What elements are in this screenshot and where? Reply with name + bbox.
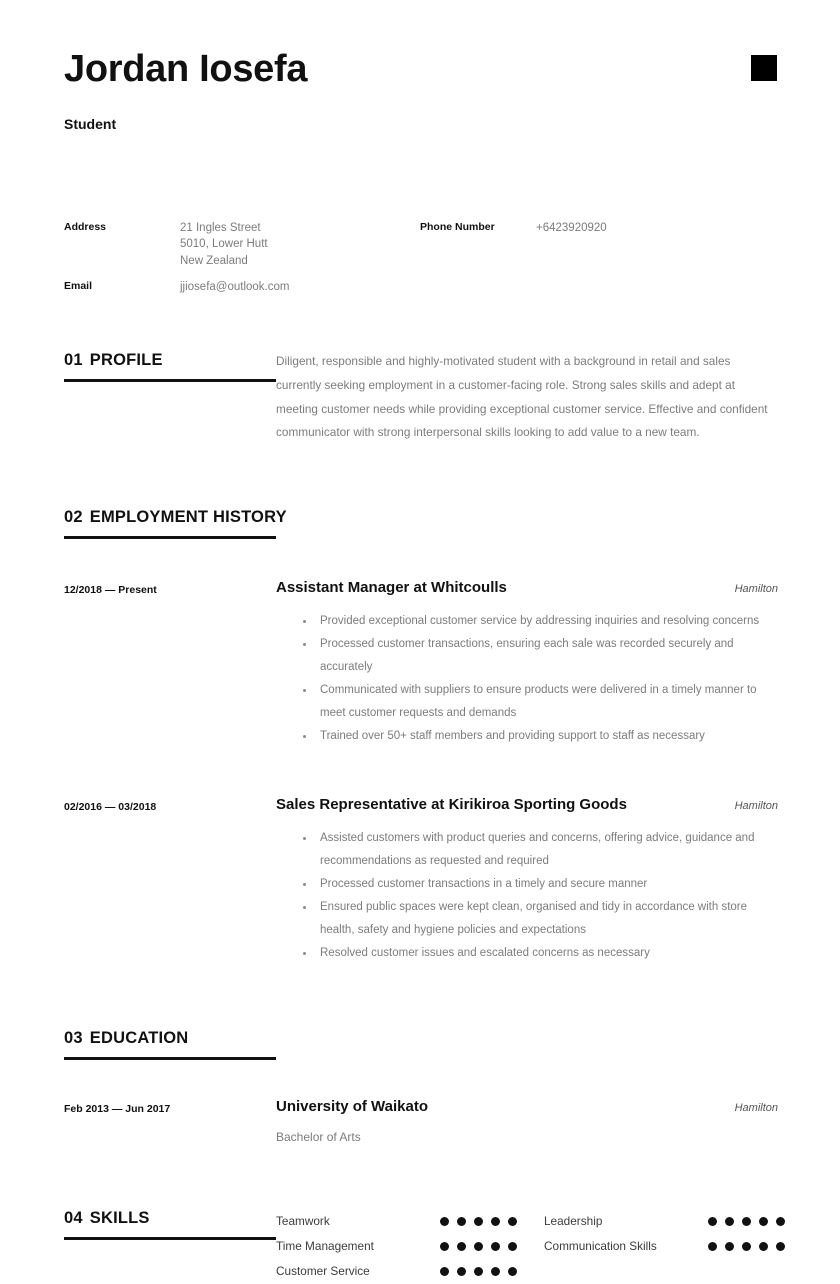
employment-entry-bullets (276, 827, 778, 965)
skill-name: Time Management (276, 1239, 374, 1254)
section-profile-title (64, 351, 163, 370)
section-skills-title (64, 1209, 150, 1228)
employment-entry-date: 12/2018 — Present (64, 583, 157, 596)
list-item: Resolved customer issues and escalated concerns as necessary (301, 942, 778, 965)
candidate-job-title: Student (64, 115, 117, 132)
list-item: Assisted customers with product queries and concerns, offering advice, guidance and recommendations as requested and required (301, 827, 778, 873)
phone-value[interactable]: +6423920920 (536, 222, 607, 234)
rating-dot-filled (725, 1217, 734, 1226)
address-value (180, 220, 268, 269)
list-item: Communicated with suppliers to ensure products were delivered in a timely manner to meet customer requests and demands (301, 679, 778, 725)
skill-rating-dots (440, 1267, 525, 1276)
skill-row (276, 1234, 544, 1259)
candidate-name: Jordan Iosefa (64, 48, 308, 90)
section-employment-heading (64, 506, 287, 539)
employment-entry-bullets (276, 610, 778, 748)
section-education-number: 03 (64, 1028, 83, 1047)
section-education-rule (64, 1057, 276, 1060)
email-value[interactable]: jjiosefa@outlook.com (180, 280, 290, 293)
section-skills-body (276, 1207, 812, 1284)
skills-column-right (544, 1209, 812, 1284)
contact-column-left (64, 220, 420, 305)
rating-dot-filled (491, 1217, 500, 1226)
education-entry-degree: Bachelor of Arts (276, 1129, 361, 1144)
rating-dot-filled (508, 1242, 517, 1251)
skill-rating-dots (708, 1242, 793, 1251)
rating-dot-filled (440, 1242, 449, 1251)
section-skills-label: SKILLS (89, 1208, 150, 1227)
rating-dot-filled (474, 1217, 483, 1226)
rating-dot-filled (440, 1267, 449, 1276)
employment-entry-location: Hamilton (734, 799, 778, 812)
address-label: Address (64, 221, 107, 233)
skill-row (276, 1259, 544, 1284)
rating-dot-filled (440, 1217, 449, 1226)
employment-entries (64, 579, 778, 965)
profile-summary-text: Diligent, responsible and highly-motivated student with a background in retail and sales currently seeking employment in a customer-facing role. Strong sales skills and adept at meeting customer needs while providing exceptional customer service. Effective and confident communicator with strong interpersonal skills looking to add value to a new team. (276, 354, 768, 440)
rating-dot-filled (457, 1267, 466, 1276)
skill-name: Customer Service (276, 1264, 370, 1279)
rating-dot-filled (708, 1217, 717, 1226)
education-entry-date: Feb 2013 — Jun 2017 (64, 1102, 171, 1115)
rating-dot-filled (742, 1217, 751, 1226)
employment-entry (64, 579, 778, 748)
section-profile-label: PROFILE (89, 351, 163, 370)
employment-entry-main (276, 796, 778, 965)
rating-dot-filled (491, 1267, 500, 1276)
section-skills-number: 04 (64, 1208, 83, 1227)
phone-label: Phone Number (420, 221, 495, 233)
education-entry-title: University of Waikato (276, 1097, 428, 1115)
employment-entry-header (276, 796, 778, 813)
photo-placeholder-icon (751, 55, 777, 81)
skills-grid (276, 1207, 812, 1284)
skill-name: Communication Skills (544, 1239, 657, 1254)
employment-entry-main (276, 579, 778, 748)
list-item: Processed customer transactions in a timely and secure manner (301, 873, 778, 896)
employment-entry (64, 796, 778, 965)
skill-rating-dots (440, 1242, 525, 1251)
contact-row-address (64, 220, 420, 269)
email-label: Email (64, 279, 93, 292)
list-item: Ensured public spaces were kept clean, organised and tidy in accordance with store health, safety and hygiene policies and expectations (301, 896, 778, 942)
list-item: Trained over 50+ staff members and providing support to staff as necessary (301, 725, 778, 748)
skill-name: Teamwork (276, 1214, 330, 1229)
rating-dot-filled (491, 1242, 500, 1251)
rating-dot-filled (742, 1242, 751, 1251)
section-profile (64, 349, 778, 444)
contact-row-email (64, 279, 420, 295)
section-employment-label: EMPLOYMENT HISTORY (89, 507, 287, 526)
rating-dot-filled (759, 1242, 768, 1251)
rating-dot-filled (474, 1267, 483, 1276)
section-employment-rule (64, 536, 276, 539)
rating-dot-filled (776, 1242, 785, 1251)
section-employment-title (64, 508, 287, 527)
rating-dot-filled (508, 1217, 517, 1226)
skill-rating-dots (708, 1217, 793, 1226)
contact-column-right (420, 220, 760, 305)
education-entry-header (276, 1098, 778, 1115)
section-profile-number: 01 (64, 351, 83, 370)
education-entry-location: Hamilton (734, 1101, 778, 1114)
rating-dot-filled (457, 1217, 466, 1226)
employment-entry-header (276, 579, 778, 596)
skill-row (544, 1209, 812, 1234)
rating-dot-filled (457, 1242, 466, 1251)
employment-entry-date: 02/2016 — 03/2018 (64, 800, 157, 813)
contact-row-phone (420, 220, 760, 236)
contact-details (64, 220, 778, 305)
rating-dot-filled (725, 1242, 734, 1251)
skill-name: Leadership (544, 1214, 603, 1229)
address-line-3: New Zealand (180, 254, 248, 267)
section-skills-rule (64, 1237, 276, 1240)
employment-entry-location: Hamilton (734, 582, 778, 595)
education-entries (64, 1098, 778, 1144)
resume-header (64, 44, 778, 164)
employment-entry-title: Assistant Manager at Whitcoulls (276, 578, 507, 596)
address-line-2: 5010, Lower Hutt (180, 238, 268, 251)
section-skills-heading (64, 1207, 276, 1240)
rating-dot-filled (776, 1217, 785, 1226)
rating-dot-filled (508, 1267, 517, 1276)
list-item: Processed customer transactions, ensuring each sale was recorded securely and accurately (301, 633, 778, 679)
rating-dot-filled (759, 1217, 768, 1226)
section-education-label: EDUCATION (89, 1028, 189, 1047)
section-education-heading (64, 1027, 276, 1060)
address-line-1: 21 Ingles Street (180, 222, 261, 234)
rating-dot-filled (708, 1242, 717, 1251)
skill-rating-dots (440, 1217, 525, 1226)
section-profile-rule (64, 379, 276, 382)
skills-column-left (276, 1209, 544, 1284)
section-skills (64, 1207, 778, 1284)
section-employment-number: 02 (64, 507, 83, 526)
skill-row (276, 1209, 544, 1234)
skill-row (544, 1234, 812, 1259)
employment-entry-title: Sales Representative at Kirikiroa Sporting Goods (276, 795, 627, 813)
education-entry (64, 1098, 778, 1144)
list-item: Provided exceptional customer service by addressing inquiries and resolving concerns (301, 610, 778, 633)
section-profile-heading (64, 349, 276, 382)
education-entry-main (276, 1098, 778, 1144)
section-education-heading-row (64, 1027, 778, 1060)
rating-dot-filled (474, 1242, 483, 1251)
section-education-title (64, 1029, 188, 1048)
section-employment-heading-row (64, 506, 778, 539)
section-profile-body (276, 349, 778, 444)
